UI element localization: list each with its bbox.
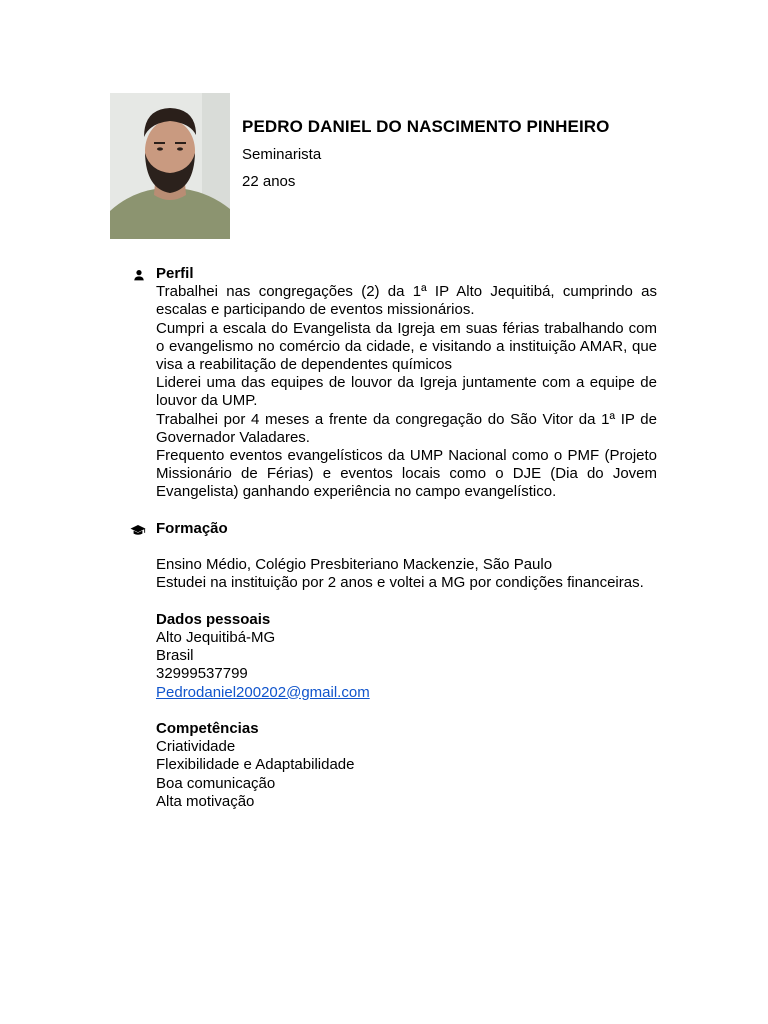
skills-heading: Competências	[156, 720, 259, 738]
personal-city: Alto Jequitibá-MG	[156, 629, 276, 647]
education-line: Estudei na instituição por 2 anos e voltei a MG por condições financeiras.	[156, 574, 644, 592]
skill-item: Criatividade	[156, 738, 236, 756]
profile-heading: Perfil	[156, 265, 194, 282]
education-line: Ensino Médio, Colégio Presbiteriano Mackenzie, São Paulo	[156, 556, 553, 574]
profile-paragraph: Frequento eventos evangelísticos da UMP Nacional como o PMF (Projeto Missionário de Férias) e eventos locais como o DJE (Dia do Jovem Evangelista) ganhando experiência no campo evangelístico.	[156, 447, 657, 501]
profile-paragraph: Trabalhei nas congregações (2) da 1ª IP Alto Jequitibá, cumprindo as escalas e participando de eventos missionários.	[156, 283, 657, 319]
candidate-name: PEDRO DANIEL DO NASCIMENTO PINHEIRO	[242, 117, 610, 136]
personal-heading: Dados pessoais	[156, 610, 271, 628]
skill-item: Flexibilidade e Adaptabilidade	[156, 756, 355, 774]
candidate-role: Seminarista	[242, 146, 322, 163]
person-icon	[132, 268, 146, 282]
education-heading: Formação	[156, 519, 228, 537]
header	[242, 117, 609, 191]
personal-country: Brasil	[156, 647, 194, 665]
skill-item: Boa comunicação	[156, 774, 276, 792]
profile-photo	[110, 93, 230, 239]
personal-phone: 32999537799	[156, 665, 248, 683]
resume-body	[156, 265, 657, 811]
candidate-age: 22 anos	[242, 173, 296, 190]
profile-paragraph: Trabalhei por 4 meses a frente da congregação do São Vitor da 1ª IP de Governador Valadares.	[156, 410, 657, 446]
skill-item: Alta motivação	[156, 792, 255, 810]
email-link[interactable]: Pedrodaniel200202@gmail.com	[156, 683, 370, 701]
graduation-cap-icon	[130, 523, 146, 537]
profile-paragraph: Liderei uma das equipes de louvor da Igreja juntamente com a equipe de louvor da UMP.	[156, 374, 657, 410]
profile-paragraph: Cumpri a escala do Evangelista da Igreja em suas férias trabalhando com o evangelismo no comércio da cidade, e visitando a instituição AMAR, que visa a reabilitação de dependentes químicos	[156, 319, 657, 374]
